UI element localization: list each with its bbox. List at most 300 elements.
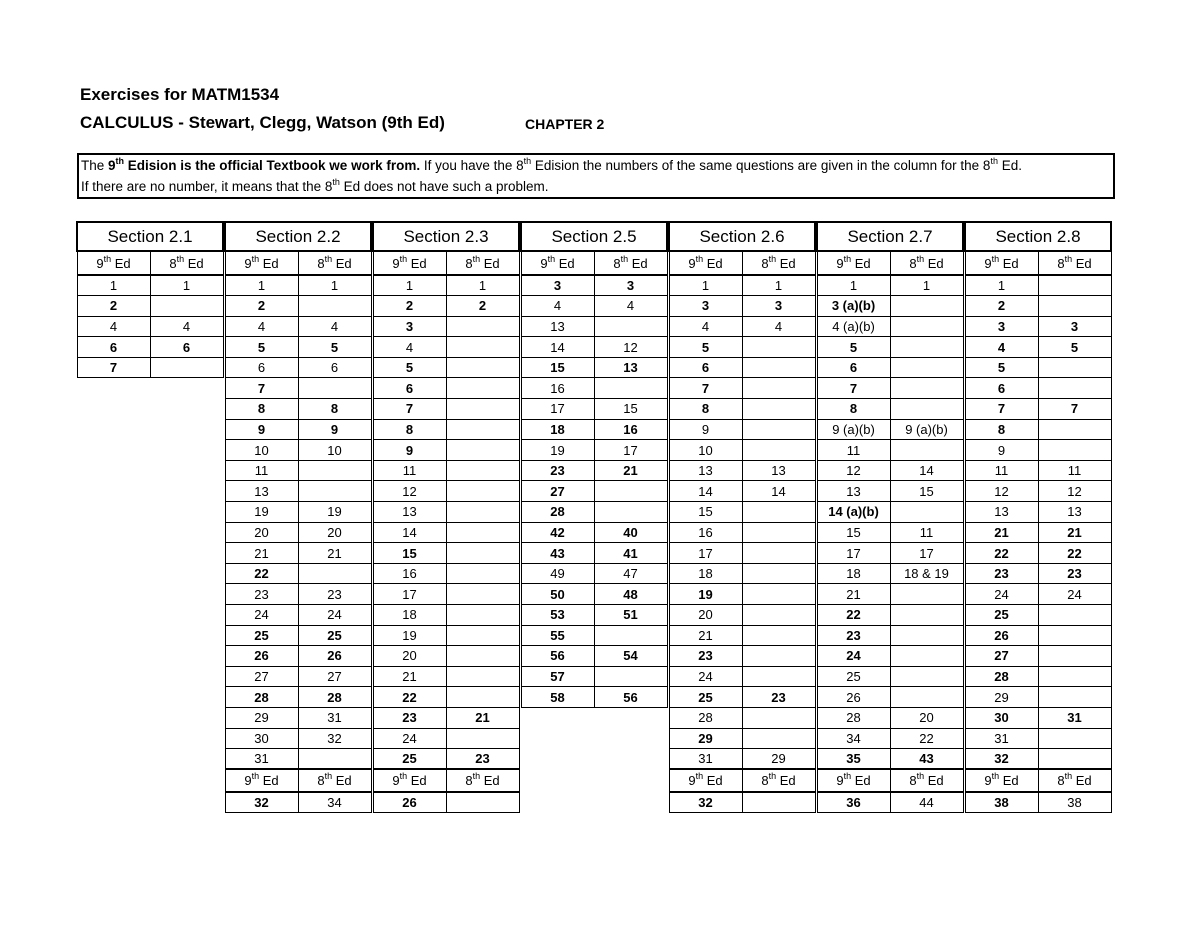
- note-sup: th: [523, 156, 532, 166]
- ninth-ed-cell: 27: [521, 481, 594, 502]
- edition-number: 8: [613, 255, 621, 271]
- eighth-ed-cell: [446, 605, 519, 626]
- eighth-ed-cell: [890, 316, 963, 337]
- eighth-ed-cell: 56: [594, 687, 667, 708]
- edition-label: Ed: [332, 773, 352, 789]
- table-row: [225, 792, 371, 813]
- table-row: [817, 749, 963, 770]
- table-row: [817, 522, 963, 543]
- ninth-ed-cell: 20: [225, 522, 298, 543]
- eighth-ed-cell: [1038, 749, 1111, 770]
- eighth-ed-cell: [890, 584, 963, 605]
- edition-header-row: [521, 251, 667, 275]
- table-row: [965, 357, 1111, 378]
- table-row: [225, 337, 371, 358]
- table-row: [521, 316, 667, 337]
- eighth-ed-cell: [1038, 378, 1111, 399]
- ninth-ed-cell: 29: [669, 728, 742, 749]
- edition-sup: th: [695, 771, 704, 782]
- section-table: [520, 221, 668, 708]
- table-row: [373, 460, 519, 481]
- edition-number: 9: [836, 255, 844, 271]
- ninth-ed-cell: 2: [965, 296, 1038, 317]
- eighth-ed-cell: 34: [298, 792, 371, 813]
- eighth-ed-cell: [890, 625, 963, 646]
- eighth-ed-cell: [446, 522, 519, 543]
- ninth-ed-cell: 13: [521, 316, 594, 337]
- table-row: [965, 316, 1111, 337]
- eighth-ed-cell: 1: [298, 275, 371, 296]
- eighth-ed-cell: 22: [890, 728, 963, 749]
- edition-label: Ed: [480, 255, 500, 271]
- edition-label: Ed: [851, 255, 871, 271]
- eighth-ed-cell: [742, 646, 815, 667]
- ninth-ed-cell: 13: [965, 502, 1038, 523]
- table-row: [817, 666, 963, 687]
- ninth-ed-cell: 14: [521, 337, 594, 358]
- eighth-ed-cell: 4: [298, 316, 371, 337]
- ninth-ed-cell: 58: [521, 687, 594, 708]
- table-row: [817, 502, 963, 523]
- eighth-ed-cell: 7: [1038, 399, 1111, 420]
- eighth-ed-cell: [594, 666, 667, 687]
- eighth-ed-cell: [742, 522, 815, 543]
- edition-footer-row: [373, 769, 519, 792]
- table-row: [817, 543, 963, 564]
- table-row: [965, 543, 1111, 564]
- ninth-ed-cell: 20: [373, 646, 446, 667]
- eighth-ed-cell: [742, 399, 815, 420]
- edition-header: [150, 251, 223, 275]
- eighth-ed-cell: [1038, 687, 1111, 708]
- eighth-ed-cell: 4: [150, 316, 223, 337]
- ninth-ed-cell: 13: [669, 460, 742, 481]
- edition-number: 8: [761, 255, 769, 271]
- ninth-ed-cell: 13: [225, 481, 298, 502]
- edition-number: 8: [909, 773, 917, 789]
- eighth-ed-cell: [890, 646, 963, 667]
- ninth-ed-cell: 49: [521, 563, 594, 584]
- ninth-ed-cell: 29: [225, 707, 298, 728]
- table-row: [669, 728, 815, 749]
- edition-number: 8: [909, 255, 917, 271]
- table-row: [521, 337, 667, 358]
- edition-header-row: [225, 251, 371, 275]
- edition-sup: th: [176, 253, 185, 264]
- document-title: Exercises for MATM1534: [80, 85, 280, 104]
- table-row: [965, 378, 1111, 399]
- edition-label: Ed: [332, 255, 352, 271]
- edition-header-row: [965, 251, 1111, 275]
- edition-header: [77, 251, 150, 275]
- section-table: [964, 221, 1112, 813]
- note-line-2: [81, 176, 1111, 197]
- table-row: [669, 316, 815, 337]
- table-row: [817, 625, 963, 646]
- eighth-ed-cell: [446, 646, 519, 667]
- ninth-ed-cell: 4: [521, 296, 594, 317]
- edition-label: Ed: [407, 255, 427, 271]
- eighth-ed-cell: [890, 378, 963, 399]
- edition-label: Ed: [184, 255, 204, 271]
- edition-sup: th: [103, 253, 112, 264]
- table-row: [965, 625, 1111, 646]
- section-table: [224, 221, 372, 813]
- ninth-ed-cell: 6: [965, 378, 1038, 399]
- ninth-ed-cell: 31: [669, 749, 742, 770]
- edition-sup: th: [472, 771, 481, 782]
- eighth-ed-cell: 1: [890, 275, 963, 296]
- eighth-ed-cell: [446, 543, 519, 564]
- edition-header: [669, 769, 742, 792]
- table-row: [669, 687, 815, 708]
- table-row: [373, 625, 519, 646]
- ninth-ed-cell: 10: [669, 440, 742, 461]
- edition-number: 9: [392, 255, 400, 271]
- eighth-ed-cell: 13: [594, 357, 667, 378]
- note-text: Ed does not have such a problem.: [339, 179, 549, 194]
- ninth-ed-cell: 25: [373, 749, 446, 770]
- table-row: [965, 399, 1111, 420]
- section-title: Section 2.7: [817, 222, 963, 251]
- edition-number: 9: [244, 255, 252, 271]
- edition-header: [446, 251, 519, 275]
- eighth-ed-cell: [742, 337, 815, 358]
- eighth-ed-cell: [742, 543, 815, 564]
- edition-number: 8: [465, 773, 473, 789]
- ninth-ed-cell: 5: [373, 357, 446, 378]
- edition-header-row: [669, 251, 815, 275]
- table-row: [225, 419, 371, 440]
- ninth-ed-cell: 35: [817, 749, 890, 770]
- section-header-row: [225, 222, 371, 251]
- edition-label: Ed: [1072, 773, 1092, 789]
- table-row: [669, 481, 815, 502]
- ninth-ed-cell: 31: [965, 728, 1038, 749]
- eighth-ed-cell: [742, 625, 815, 646]
- eighth-ed-cell: 12: [1038, 481, 1111, 502]
- eighth-ed-cell: 6: [150, 337, 223, 358]
- edition-label: Ed: [407, 773, 427, 789]
- ninth-ed-cell: 23: [817, 625, 890, 646]
- section-grid: [668, 221, 816, 813]
- eighth-ed-cell: [1038, 646, 1111, 667]
- eighth-ed-cell: [742, 666, 815, 687]
- table-row: [373, 275, 519, 296]
- table-row: [373, 646, 519, 667]
- ninth-ed-cell: 53: [521, 605, 594, 626]
- table-row: [817, 460, 963, 481]
- ninth-ed-cell: 3: [373, 316, 446, 337]
- eighth-ed-cell: 27: [298, 666, 371, 687]
- ninth-ed-cell: 3 (a)(b): [817, 296, 890, 317]
- eighth-ed-cell: 20: [890, 707, 963, 728]
- edition-number: 9: [688, 773, 696, 789]
- edition-header: [890, 769, 963, 792]
- edition-number: 9: [984, 255, 992, 271]
- eighth-ed-cell: 17: [594, 440, 667, 461]
- ninth-ed-cell: 32: [225, 792, 298, 813]
- table-row: [225, 728, 371, 749]
- table-row: [373, 543, 519, 564]
- ninth-ed-cell: 17: [373, 584, 446, 605]
- edition-header-row: [373, 251, 519, 275]
- eighth-ed-cell: [742, 440, 815, 461]
- table-row: [225, 357, 371, 378]
- ninth-ed-cell: 1: [225, 275, 298, 296]
- ninth-ed-cell: 9: [225, 419, 298, 440]
- table-row: [373, 440, 519, 461]
- table-row: [669, 563, 815, 584]
- table-row: [225, 440, 371, 461]
- ninth-ed-cell: 22: [817, 605, 890, 626]
- eighth-ed-cell: 3: [1038, 316, 1111, 337]
- edition-header: [225, 251, 298, 275]
- table-row: [965, 605, 1111, 626]
- eighth-ed-cell: 4: [594, 296, 667, 317]
- table-row: [373, 316, 519, 337]
- eighth-ed-cell: [446, 460, 519, 481]
- table-row: [669, 625, 815, 646]
- table-row: [965, 666, 1111, 687]
- edition-label: Ed: [111, 255, 131, 271]
- table-row: [817, 399, 963, 420]
- ninth-ed-cell: 1: [965, 275, 1038, 296]
- edition-number: 8: [317, 255, 325, 271]
- ninth-ed-cell: 8: [669, 399, 742, 420]
- eighth-ed-cell: [890, 337, 963, 358]
- eighth-ed-cell: 54: [594, 646, 667, 667]
- note-text: If there are no number, it means that the 8: [81, 179, 333, 194]
- ninth-ed-cell: 5: [965, 357, 1038, 378]
- section-title: Section 2.5: [521, 222, 667, 251]
- ninth-ed-cell: 1: [373, 275, 446, 296]
- ninth-ed-cell: 7: [669, 378, 742, 399]
- edition-label: Ed: [703, 773, 723, 789]
- ninth-ed-cell: 21: [669, 625, 742, 646]
- table-row: [965, 502, 1111, 523]
- ninth-ed-cell: 1: [77, 275, 150, 296]
- eighth-ed-cell: [594, 625, 667, 646]
- table-row: [669, 646, 815, 667]
- edition-number: 9: [836, 773, 844, 789]
- note-text: Edision the numbers of the same questions are given in the column for the 8: [531, 158, 991, 173]
- edition-sup: th: [1064, 771, 1073, 782]
- ninth-ed-cell: 19: [373, 625, 446, 646]
- table-row: [373, 605, 519, 626]
- ninth-ed-cell: 17: [669, 543, 742, 564]
- ninth-ed-cell: 25: [225, 625, 298, 646]
- table-row: [77, 316, 223, 337]
- edition-header: [298, 769, 371, 792]
- eighth-ed-cell: [446, 687, 519, 708]
- ninth-ed-cell: 5: [225, 337, 298, 358]
- ninth-ed-cell: 2: [77, 296, 150, 317]
- eighth-ed-cell: 6: [298, 357, 371, 378]
- ninth-ed-cell: 19: [669, 584, 742, 605]
- table-row: [521, 419, 667, 440]
- edition-number: 9: [688, 255, 696, 271]
- eighth-ed-cell: [446, 337, 519, 358]
- table-row: [373, 707, 519, 728]
- eighth-ed-cell: 47: [594, 563, 667, 584]
- table-row: [521, 522, 667, 543]
- section-header-row: [373, 222, 519, 251]
- ninth-ed-cell: 26: [817, 687, 890, 708]
- eighth-ed-cell: [742, 707, 815, 728]
- ninth-ed-cell: 21: [373, 666, 446, 687]
- eighth-ed-cell: [890, 666, 963, 687]
- edition-number: 9: [96, 255, 104, 271]
- eighth-ed-cell: 12: [594, 337, 667, 358]
- edition-sup: th: [472, 253, 481, 264]
- eighth-ed-cell: 22: [1038, 543, 1111, 564]
- edition-number: 9: [540, 255, 548, 271]
- ninth-ed-cell: 12: [373, 481, 446, 502]
- ninth-ed-cell: 43: [521, 543, 594, 564]
- edition-number: 8: [1057, 773, 1065, 789]
- table-row: [373, 749, 519, 770]
- chapter-label: CHAPTER 2: [525, 116, 605, 132]
- ninth-ed-cell: 7: [77, 357, 150, 378]
- table-row: [817, 687, 963, 708]
- table-row: [225, 502, 371, 523]
- ninth-ed-cell: 24: [373, 728, 446, 749]
- table-row: [669, 792, 815, 813]
- table-row: [521, 666, 667, 687]
- ninth-ed-cell: 14 (a)(b): [817, 502, 890, 523]
- table-row: [373, 792, 519, 813]
- ninth-ed-cell: 5: [669, 337, 742, 358]
- table-row: [373, 584, 519, 605]
- eighth-ed-cell: [298, 749, 371, 770]
- ninth-ed-cell: 3: [669, 296, 742, 317]
- edition-label: Ed: [999, 255, 1019, 271]
- ninth-ed-cell: 24: [225, 605, 298, 626]
- table-row: [669, 337, 815, 358]
- ninth-ed-cell: 2: [373, 296, 446, 317]
- table-row: [817, 481, 963, 502]
- eighth-ed-cell: [890, 687, 963, 708]
- section-table: [372, 221, 520, 813]
- section-header-row: [669, 222, 815, 251]
- eighth-ed-cell: 24: [298, 605, 371, 626]
- ninth-ed-cell: 4: [669, 316, 742, 337]
- table-row: [373, 357, 519, 378]
- table-row: [225, 296, 371, 317]
- edition-sup: th: [916, 253, 925, 264]
- eighth-ed-cell: 11: [890, 522, 963, 543]
- table-row: [521, 399, 667, 420]
- ninth-ed-cell: 7: [225, 378, 298, 399]
- ninth-ed-cell: 14: [669, 481, 742, 502]
- eighth-ed-cell: [742, 728, 815, 749]
- eighth-ed-cell: [890, 605, 963, 626]
- eighth-ed-cell: 23: [742, 687, 815, 708]
- ninth-ed-cell: 19: [521, 440, 594, 461]
- edition-label: Ed: [1072, 255, 1092, 271]
- ninth-ed-cell: 9: [669, 419, 742, 440]
- edition-sup: th: [843, 771, 852, 782]
- section-title: Section 2.2: [225, 222, 371, 251]
- eighth-ed-cell: [150, 357, 223, 378]
- table-row: [225, 543, 371, 564]
- ninth-ed-cell: 1: [669, 275, 742, 296]
- eighth-ed-cell: [150, 296, 223, 317]
- edition-sup: th: [399, 771, 408, 782]
- table-row: [817, 296, 963, 317]
- edition-header: [742, 769, 815, 792]
- table-row: [669, 666, 815, 687]
- table-row: [817, 275, 963, 296]
- table-row: [669, 543, 815, 564]
- ninth-ed-cell: 8: [225, 399, 298, 420]
- table-row: [669, 522, 815, 543]
- instructions-note: [77, 153, 1115, 199]
- eighth-ed-cell: 29: [742, 749, 815, 770]
- table-row: [373, 337, 519, 358]
- table-row: [965, 460, 1111, 481]
- table-row: [669, 584, 815, 605]
- ninth-ed-cell: 9: [373, 440, 446, 461]
- table-row: [965, 749, 1111, 770]
- ninth-ed-cell: 22: [965, 543, 1038, 564]
- table-row: [225, 460, 371, 481]
- table-row: [373, 481, 519, 502]
- table-row: [669, 296, 815, 317]
- section-title: Section 2.6: [669, 222, 815, 251]
- edition-number: 8: [1057, 255, 1065, 271]
- eighth-ed-cell: 26: [298, 646, 371, 667]
- eighth-ed-cell: 24: [1038, 584, 1111, 605]
- eighth-ed-cell: [594, 502, 667, 523]
- section-header-row: [965, 222, 1111, 251]
- ninth-ed-cell: 24: [817, 646, 890, 667]
- edition-number: 9: [392, 773, 400, 789]
- table-row: [225, 378, 371, 399]
- table-row: [669, 357, 815, 378]
- eighth-ed-cell: 28: [298, 687, 371, 708]
- table-row: [965, 296, 1111, 317]
- eighth-ed-cell: 21: [1038, 522, 1111, 543]
- ninth-ed-cell: 24: [669, 666, 742, 687]
- ninth-ed-cell: 4: [965, 337, 1038, 358]
- eighth-ed-cell: 48: [594, 584, 667, 605]
- table-row: [817, 646, 963, 667]
- section-title: Section 2.3: [373, 222, 519, 251]
- section-table: [76, 221, 224, 378]
- eighth-ed-cell: [1038, 419, 1111, 440]
- table-row: [521, 584, 667, 605]
- ninth-ed-cell: 36: [817, 792, 890, 813]
- ninth-ed-cell: 11: [817, 440, 890, 461]
- eighth-ed-cell: 13: [742, 460, 815, 481]
- ninth-ed-cell: 26: [965, 625, 1038, 646]
- ninth-ed-cell: 24: [965, 584, 1038, 605]
- ninth-ed-cell: 23: [965, 563, 1038, 584]
- table-row: [669, 378, 815, 399]
- eighth-ed-cell: [446, 481, 519, 502]
- table-row: [669, 440, 815, 461]
- eighth-ed-cell: 1: [742, 275, 815, 296]
- ninth-ed-cell: 22: [373, 687, 446, 708]
- table-row: [521, 605, 667, 626]
- edition-label: Ed: [776, 255, 796, 271]
- edition-number: 8: [761, 773, 769, 789]
- ninth-ed-cell: 13: [373, 502, 446, 523]
- eighth-ed-cell: 31: [298, 707, 371, 728]
- textbook-title: CALCULUS - Stewart, Clegg, Watson (9th Ed): [80, 113, 445, 132]
